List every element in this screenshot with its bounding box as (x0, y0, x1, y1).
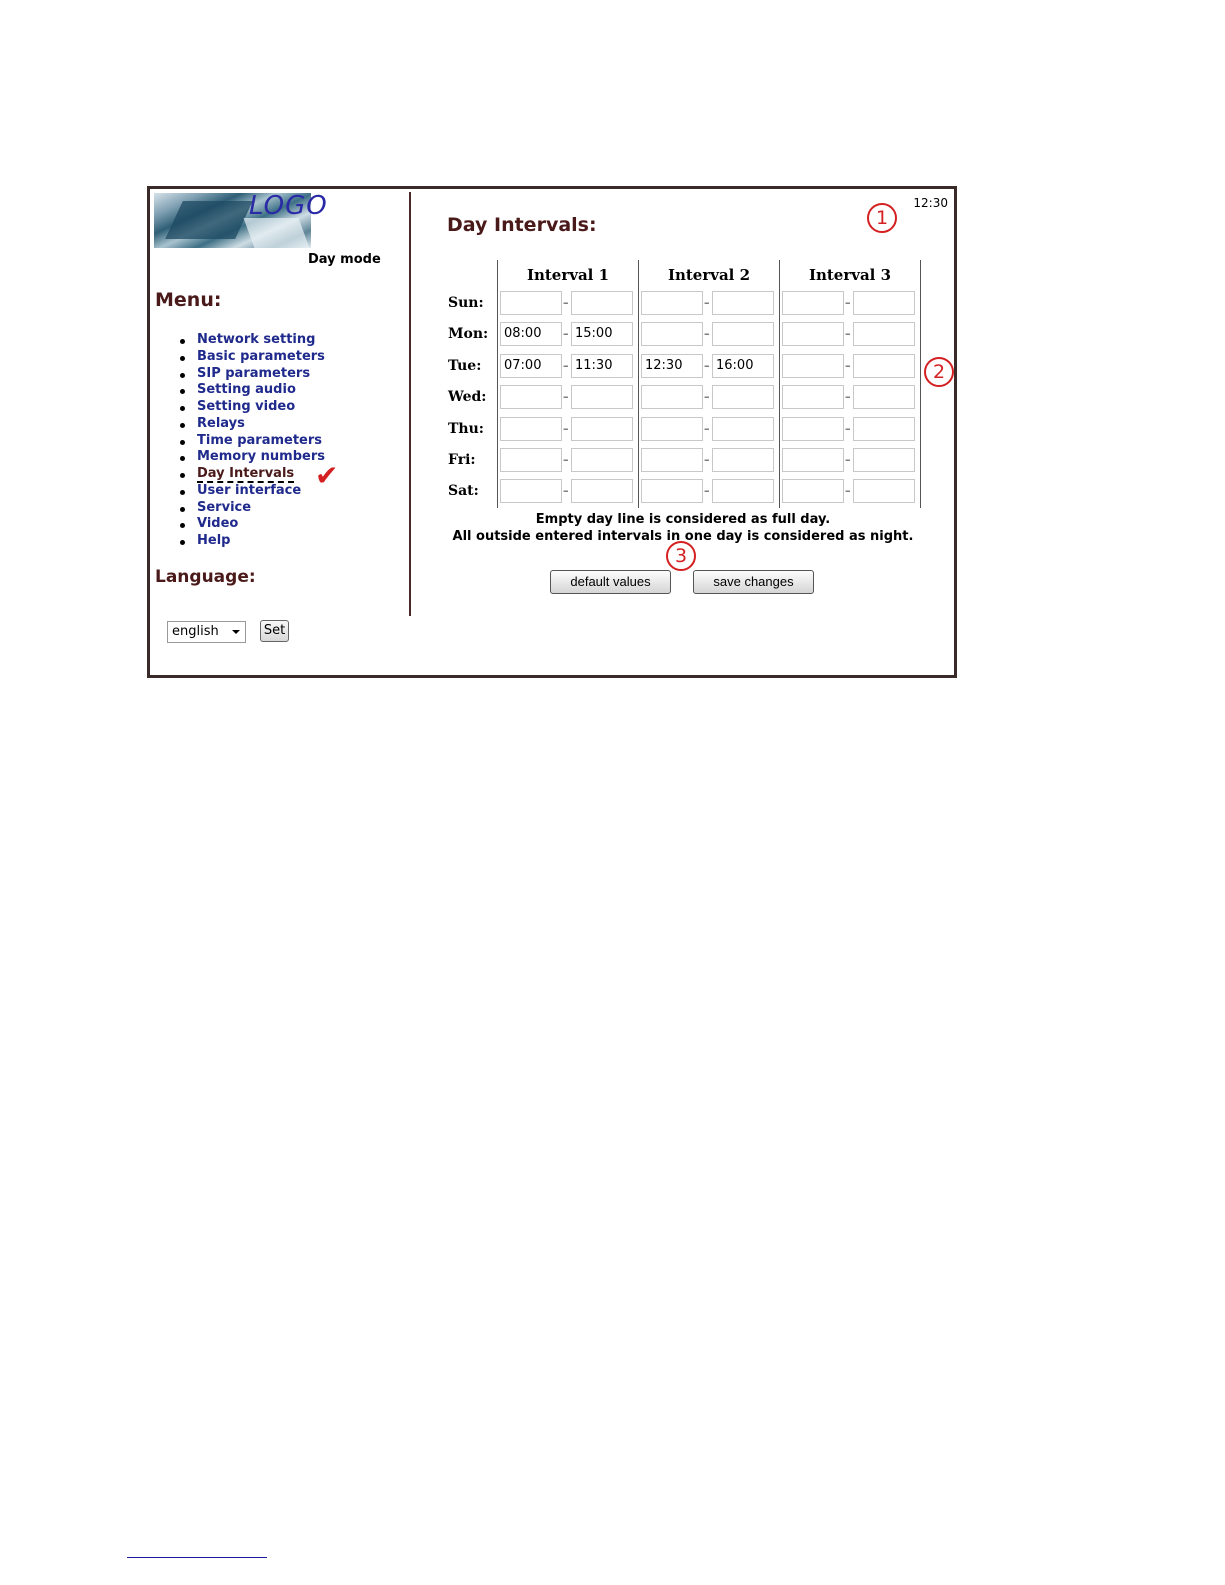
day-label: Tue: (448, 357, 482, 374)
day-label: Thu: (448, 420, 484, 437)
menu-item (178, 332, 325, 349)
range-separator: – (704, 390, 710, 404)
time-input[interactable] (853, 448, 915, 472)
menu-item (178, 449, 325, 466)
mode-label: Day mode (308, 252, 381, 267)
table-divider (920, 260, 921, 508)
range-separator: – (845, 453, 851, 466)
menu-item (178, 399, 325, 416)
menu-item (178, 483, 325, 500)
callout-2: 2 (924, 357, 954, 387)
menu-item (178, 416, 325, 433)
note-full-day: Empty day line is considered as full day. (535, 512, 831, 527)
time-input[interactable] (712, 479, 774, 503)
time-input[interactable] (641, 322, 703, 346)
menu-link[interactable]: Memory numbers (197, 449, 325, 465)
time-input[interactable] (853, 385, 915, 409)
default-values-button[interactable]: default values (550, 570, 671, 594)
chevron-down-icon (232, 630, 240, 634)
time-input[interactable] (571, 417, 633, 441)
column-header-interval-1: Interval 1 (526, 266, 610, 284)
day-label: Wed: (448, 389, 487, 406)
save-changes-button[interactable]: save changes (693, 570, 814, 594)
logo-image (154, 191, 328, 248)
day-label: Sun: (448, 295, 484, 311)
range-separator: – (563, 358, 569, 372)
language-select-value: english (172, 624, 219, 639)
time-input[interactable] (500, 385, 562, 409)
callout-3: 3 (666, 541, 696, 571)
table-divider (497, 260, 498, 508)
time-input[interactable]: 16:00 (712, 354, 774, 378)
range-separator: – (704, 327, 710, 341)
time-input[interactable] (853, 322, 915, 346)
time-input[interactable] (641, 479, 703, 503)
menu-link[interactable]: Network setting (197, 332, 316, 347)
range-separator: – (845, 327, 851, 341)
range-separator: – (845, 296, 851, 309)
column-header-interval-3: Interval 3 (808, 266, 892, 284)
range-separator: – (563, 421, 569, 435)
time-input[interactable] (500, 479, 562, 503)
menu-link[interactable]: Relays (197, 415, 245, 431)
note-night: All outside entered intervals in one day is considered as night. (452, 529, 914, 544)
table-divider (779, 260, 780, 508)
menu-link[interactable]: User interface (197, 482, 302, 498)
day-label: Mon: (448, 326, 489, 343)
time-input[interactable] (853, 354, 915, 378)
range-separator: – (845, 358, 851, 372)
menu-link[interactable]: Time parameters (197, 432, 323, 448)
time-input[interactable]: 08:00 (500, 322, 562, 346)
callout-1: 1 (867, 203, 897, 233)
menu-link[interactable]: Service (197, 499, 252, 515)
time-input[interactable] (853, 291, 915, 315)
day-label: Sat: (448, 483, 479, 500)
clock: 12:30 (913, 196, 948, 210)
page-title: Day Intervals: (447, 214, 597, 236)
time-input[interactable] (782, 354, 844, 378)
menu-link[interactable]: Help (197, 533, 231, 548)
range-separator: – (704, 484, 710, 498)
app-window (147, 186, 957, 678)
day-label: Fri: (448, 452, 476, 468)
time-input[interactable]: 15:00 (571, 322, 633, 346)
set-language-button[interactable]: Set (260, 620, 289, 642)
time-input[interactable] (782, 322, 844, 346)
menu-link[interactable]: Video (197, 516, 239, 532)
time-input[interactable] (641, 448, 703, 472)
logo-text: LOGO (249, 191, 328, 221)
time-input[interactable] (712, 385, 774, 409)
time-input[interactable] (641, 291, 703, 315)
language-title: Language: (155, 567, 256, 587)
checkmark-icon: ✔ (315, 459, 339, 492)
time-input[interactable] (712, 291, 774, 315)
time-input[interactable] (712, 322, 774, 346)
menu-link[interactable]: SIP parameters (197, 365, 311, 381)
menu-item (178, 433, 325, 450)
time-input[interactable] (782, 417, 844, 441)
range-separator: – (704, 421, 710, 435)
range-separator: – (845, 390, 851, 404)
table-divider (638, 260, 639, 508)
menu-item (178, 366, 325, 383)
time-input[interactable] (500, 291, 562, 315)
menu-item (178, 382, 325, 399)
time-input[interactable] (853, 417, 915, 441)
menu-item (178, 349, 325, 366)
range-separator: – (563, 453, 569, 466)
menu-list (178, 332, 325, 550)
menu-item (178, 466, 325, 483)
time-input[interactable]: 12:30 (641, 354, 703, 378)
menu-link[interactable]: Setting audio (197, 382, 296, 398)
time-input[interactable]: 11:30 (571, 354, 633, 378)
time-input[interactable]: 07:00 (500, 354, 562, 378)
range-separator: – (563, 327, 569, 341)
time-input[interactable] (712, 448, 774, 472)
sidebar-divider (409, 192, 411, 616)
column-header-interval-2: Interval 2 (667, 266, 751, 284)
time-input[interactable] (782, 291, 844, 315)
time-input[interactable] (782, 479, 844, 503)
time-input[interactable] (641, 417, 703, 441)
language-select[interactable] (167, 621, 246, 643)
range-separator: – (563, 390, 569, 404)
time-input[interactable] (571, 448, 633, 472)
time-input[interactable] (500, 448, 562, 472)
time-input[interactable] (571, 385, 633, 409)
range-separator: – (845, 421, 851, 435)
time-input[interactable] (712, 417, 774, 441)
range-separator: – (704, 296, 710, 309)
range-separator: – (704, 453, 710, 466)
time-input[interactable] (782, 448, 844, 472)
menu-item (178, 533, 325, 550)
time-input[interactable] (500, 417, 562, 441)
range-separator: – (704, 358, 710, 372)
time-input[interactable] (853, 479, 915, 503)
menu-link[interactable]: Setting video (197, 399, 296, 414)
time-input[interactable] (571, 291, 633, 315)
time-input[interactable] (782, 385, 844, 409)
time-input[interactable] (571, 479, 633, 503)
range-separator: – (845, 484, 851, 498)
range-separator: – (563, 484, 569, 498)
menu-title: Menu: (155, 289, 222, 311)
menu-item (178, 500, 325, 517)
menu-item (178, 516, 325, 533)
footnote-rule (127, 1557, 267, 1558)
range-separator: – (563, 296, 569, 309)
menu-link[interactable]: Day Intervals (197, 466, 295, 481)
menu-link[interactable]: Basic parameters (197, 348, 325, 364)
time-input[interactable] (641, 385, 703, 409)
